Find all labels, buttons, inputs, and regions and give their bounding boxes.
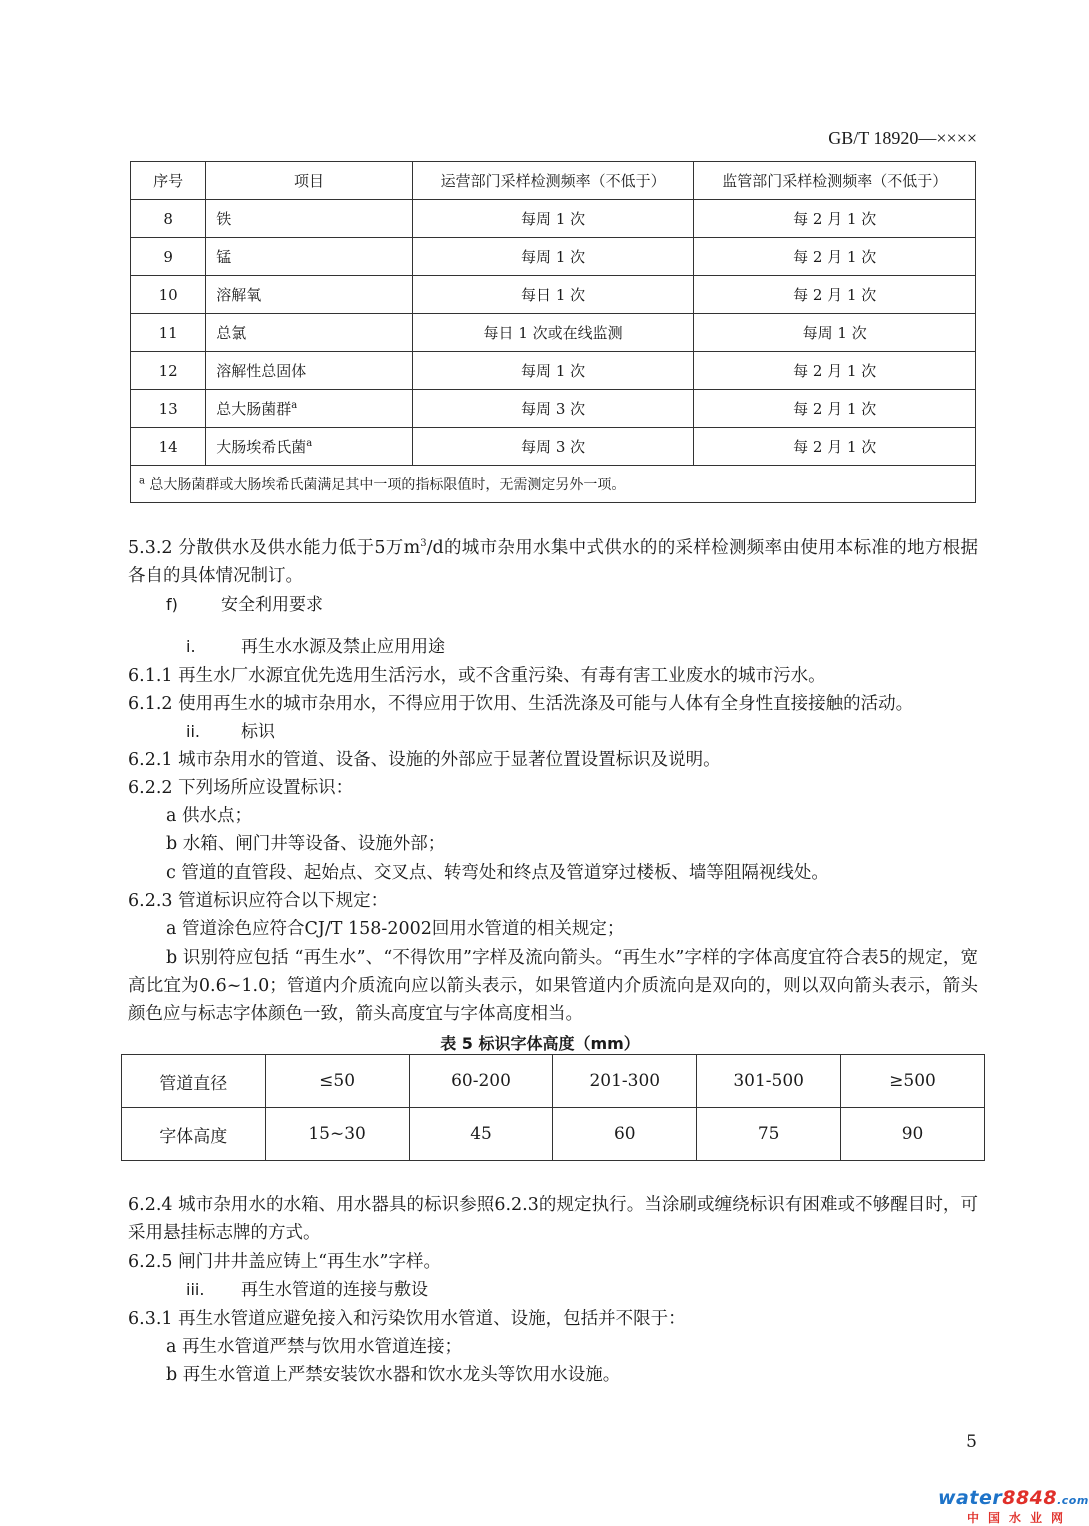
- table-cell: 90: [841, 1108, 985, 1161]
- cell-supervisor: 每 2 月 1 次: [694, 276, 976, 314]
- table-cell: 60: [553, 1108, 697, 1161]
- clause-6-2-2: 6.2.2 下列场所应设置标识：: [128, 778, 354, 798]
- cell-supervisor: 每周 1 次: [694, 314, 976, 352]
- cell-item: 总大肠菌群$^a$: [206, 390, 413, 428]
- table-row: [131, 276, 976, 314]
- cell-supervisor: 每 2 月 1 次: [694, 352, 976, 390]
- clause-6-3-1: 6.3.1 再生水管道应避免接入和污染饮用水管道、设施，包括并不限于：: [128, 1309, 686, 1329]
- heading-safe-use: f) 安全利用要求: [166, 595, 323, 615]
- heading-water-source: i. 再生水水源及禁止应用用途: [186, 637, 445, 657]
- table-cell: 301-500: [697, 1055, 841, 1108]
- table-row: [131, 390, 976, 428]
- cell-no: 12: [131, 352, 206, 390]
- table-row: [131, 314, 976, 352]
- table-cell: ≤50: [265, 1055, 409, 1108]
- font-height-table: [121, 1054, 985, 1161]
- water8848-logo: water8848.com 中国水业网: [938, 1487, 1089, 1525]
- table-cell: ≥500: [841, 1055, 985, 1108]
- cell-operator: 每日 1 次或在线监测: [412, 314, 694, 352]
- sampling-frequency-table: [130, 161, 976, 503]
- table-note-row: [131, 466, 976, 503]
- clause-6-2-3-b: b 识别符应包括 “再生水”、“不得饮用”字样及流向箭头。“再生水”字样的字体高度宜符合表5的规定，宽高比宜为0.6~1.0；管道内介质流向应以箭头表示，如果管道内介质流向是双向的，则以双向箭头表示，箭头颜色应与标志字体颜色一致，箭头高度宜与字体高度相当。: [128, 948, 978, 1024]
- table5-caption: 表 5 标识字体高度（mm）: [440, 1034, 640, 1053]
- clause-6-2-2-a: a 供水点；: [166, 806, 252, 826]
- heading-pipe-connection: iii. 再生水管道的连接与敷设: [186, 1280, 428, 1300]
- clause-6-1-2: 6.1.2 使用再生水的城市杂用水，不得应用于饮用、生活洗涤及可能与人体有全身性直接接触的活动。: [128, 694, 914, 714]
- clause-6-2-4: 6.2.4 城市杂用水的水箱、用水器具的标识参照6.2.3的规定执行。当涂刷或缠绕标识有困难或不够醒目时，可采用悬挂标志牌的方式。: [128, 1195, 978, 1243]
- cell-no: 14: [131, 428, 206, 466]
- cell-item: 锰: [206, 238, 413, 276]
- cell-supervisor: 每 2 月 1 次: [694, 200, 976, 238]
- cell-item: 大肠埃希氏菌$^a$: [206, 428, 413, 466]
- clause-6-3-1-a: a 再生水管道严禁与饮用水管道连接；: [166, 1337, 462, 1357]
- clause-6-2-2-c: c 管道的直管段、起始点、交叉点、转弯处和终点及管道穿过楼板、墙等阻隔视线处。: [166, 863, 829, 883]
- clause-6-2-1: 6.2.1 城市杂用水的管道、设备、设施的外部应于显著位置设置标识及说明。: [128, 750, 721, 770]
- cell-operator: 每周 1 次: [412, 238, 694, 276]
- clause-6-1-1: 6.1.1 再生水厂水源宜优先选用生活污水，或不含重污染、有毒有害工业废水的城市污水。: [128, 666, 826, 686]
- table-row: [131, 238, 976, 276]
- cell-item: 铁: [206, 200, 413, 238]
- table-header-row: [131, 162, 976, 200]
- cell-no: 8: [131, 200, 206, 238]
- col-header-operator: 运营部门采样检测频率（不低于）: [412, 162, 694, 200]
- clause-6-2-5: 6.2.5 闸门井井盖应铸上“再生水”字样。: [128, 1252, 441, 1272]
- cell-operator: 每周 3 次: [412, 390, 694, 428]
- cell-no: 9: [131, 238, 206, 276]
- standard-code: GB/T 18920—××××: [828, 128, 977, 148]
- table-row: [122, 1108, 985, 1161]
- cell-supervisor: 每 2 月 1 次: [694, 428, 976, 466]
- cell-no: 13: [131, 390, 206, 428]
- clause-6-2-3: 6.2.3 管道标识应符合以下规定：: [128, 891, 389, 911]
- col-header-item: 项目: [206, 162, 413, 200]
- table-cell: 75: [697, 1108, 841, 1161]
- table-row: [131, 352, 976, 390]
- table-row: [131, 428, 976, 466]
- clause-6-2-2-b: b 水箱、闸门井等设备、设施外部；: [166, 834, 446, 854]
- page-number: 5: [966, 1432, 977, 1452]
- cell-operator: 每周 1 次: [412, 352, 694, 390]
- cell-item: 总氯: [206, 314, 413, 352]
- cell-item: 溶解性总固体: [206, 352, 413, 390]
- cell-no: 10: [131, 276, 206, 314]
- cell-item: 溶解氧: [206, 276, 413, 314]
- cell-supervisor: 每 2 月 1 次: [694, 390, 976, 428]
- heading-marking: ii. 标识: [186, 722, 275, 742]
- col-header-no: 序号: [131, 162, 206, 200]
- table-cell: 45: [409, 1108, 553, 1161]
- cell-no: 11: [131, 314, 206, 352]
- clause-6-3-1-b: b 再生水管道上严禁安装饮水器和饮水龙头等饮用水设施。: [166, 1365, 621, 1385]
- table-footnote: $^a$ 总大肠菌群或大肠埃希氏菌满足其中一项的指标限值时，无需测定另外一项。: [131, 466, 976, 503]
- cell-label-diameter: 管道直径: [122, 1055, 266, 1108]
- table-cell: 201-300: [553, 1055, 697, 1108]
- clause-5-3-2: 5.3.2 分散供水及供水能力低于5万$m^3/d$的城市杂用水集中式供水的的采样检测频率由使用本标准的地方根据各自的具体情况制订。: [128, 538, 978, 586]
- cell-supervisor: 每 2 月 1 次: [694, 238, 976, 276]
- cell-operator: 每日 1 次: [412, 276, 694, 314]
- table-cell: 15~30: [265, 1108, 409, 1161]
- table-row: [122, 1055, 985, 1108]
- table-row: [131, 200, 976, 238]
- cell-operator: 每周 3 次: [412, 428, 694, 466]
- cell-operator: 每周 1 次: [412, 200, 694, 238]
- col-header-supervisor: 监管部门采样检测频率（不低于）: [694, 162, 976, 200]
- table-cell: 60-200: [409, 1055, 553, 1108]
- cell-label-font-height: 字体高度: [122, 1108, 266, 1161]
- clause-6-2-3-a: a 管道涂色应符合CJ/T 158-2002回用水管道的相关规定；: [166, 919, 625, 939]
